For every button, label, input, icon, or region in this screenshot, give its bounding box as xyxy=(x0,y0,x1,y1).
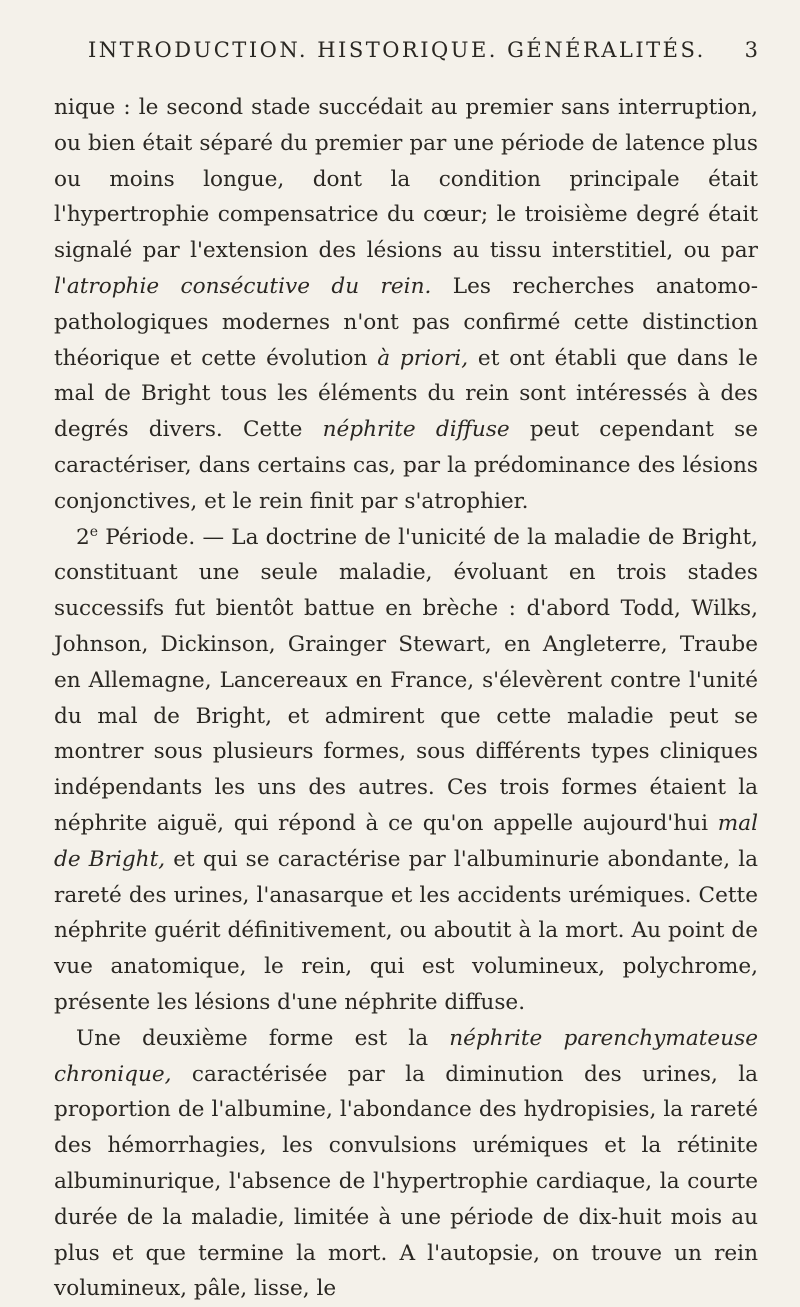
paragraph-1-text-e: et ont établi que dans le mal de Bright tous les éléments du rein sont intéressés à des degrés divers. Cette xyxy=(54,345,758,443)
running-head-title: INTRODUCTION. HISTORIQUE. GÉNÉRALITÉS. xyxy=(88,38,706,62)
paragraph-1-text-c: Les recherches anatomo-pathologiques modernes n'ont pas confirmé cette distinction théorique et cette évolution xyxy=(54,273,758,371)
paragraph-1-italic-f: néphrite diffuse xyxy=(322,417,510,443)
paragraph-2 xyxy=(54,520,758,1021)
paragraph-1-italic-d: à priori, xyxy=(377,345,469,371)
paragraph-1-text-g: peut cependant se caractériser, dans certains cas, par la prédominance des lésions conjonctives, et le rein finit par s'atrophier. xyxy=(54,417,758,514)
paragraph-1 xyxy=(54,90,758,520)
paragraph-1-italic-b: l'atrophie consécutive du rein. xyxy=(54,273,432,299)
paragraph-3-text-c: caractérisée par la diminution des urines, la proportion de l'albumine, l'abondance des hydropisies, la rareté des hémorrhagies, les convulsions urémiques et la rétinite albuminurique, l'absence de l'hypertrophie cardiaque, la courte durée de la maladie, limitée à une période de dix-huit mois au plus et que termine la mort. A l'autopsie, on trouve un rein volumineux, pâle, lisse, le xyxy=(54,1061,758,1302)
paragraph-3-italic-b: néphrite parenchymateuse chronique, xyxy=(54,1025,758,1087)
page-number: 3 xyxy=(744,38,758,62)
paragraph-1-text-a: nique : le second stade succédait au premier sans interruption, ou bien était séparé du premier par une période de latence plus ou moins longue, dont la condition principale était l'hypertrophie compensatrice du cœur; le troisième degré était signalé par l'extension des lésions au tissu interstitiel, ou par xyxy=(54,95,758,264)
paragraph-3-text-a: Une deuxième forme est la xyxy=(76,1025,450,1051)
period-number: 2 xyxy=(76,524,90,550)
paragraph-2-text-a: Période. — La doctrine de l'unicité de la maladie de Bright, constituant une seule maladie, évoluant en trois stades successifs fut bientôt battue en brèche : d'abord Todd, Wilks, Johnson, Dickinson, Grainger Stewart, en Angleterre, Traube en Allemagne, Lancereaux en France, s'élevèrent contre l'unité du mal de Bright, et admirent que cette maladie peut se montrer sous plusieurs formes, sous différents types cliniques indépendants les uns des autres. Ces trois formes étaient la néphrite aiguë, qui répond à ce qu'on appelle aujourd'hui xyxy=(54,524,758,836)
running-head xyxy=(88,38,758,80)
paragraph-3 xyxy=(54,1021,758,1307)
body-text xyxy=(54,90,758,1307)
paragraph-2-text-c: et qui se caractérise par l'albuminurie abondante, la rareté des urines, l'anasarque et les accidents urémiques. Cette néphrite guérit définitivement, ou aboutit à la mort. Au point de vue anatomique, le rein, qui est volumineux, polychrome, présente les lésions d'une néphrite diffuse. xyxy=(54,846,758,1015)
paragraph-2-italic-b: mal de Bright, xyxy=(54,810,758,872)
period-number-sup: e xyxy=(89,523,99,540)
